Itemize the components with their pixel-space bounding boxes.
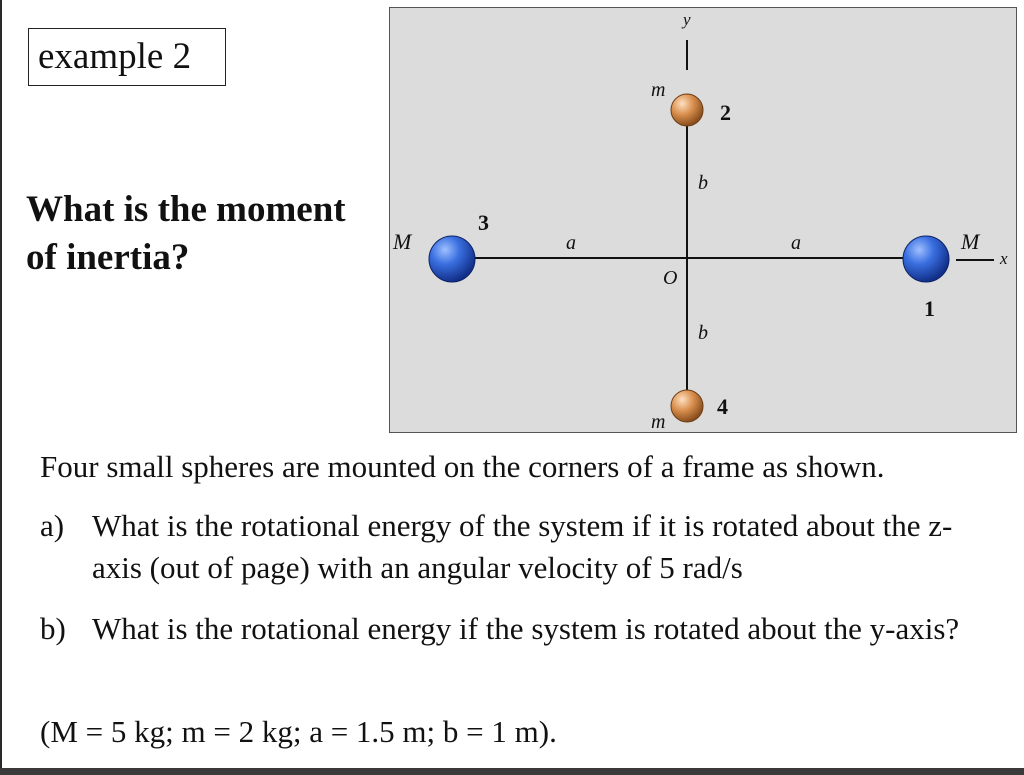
part-a-text: What is the rotational energy of the system if it is rotated about the z-axis (out of page) with an angular velocity of 5 rad/s <box>92 508 953 585</box>
dist-a-left: a <box>566 232 576 254</box>
y-axis-label: y <box>683 10 691 29</box>
dist-b-bottom: b <box>698 322 708 344</box>
page-left-border <box>0 0 2 768</box>
sphere-2 <box>671 94 703 126</box>
sphere-2-number: 2 <box>720 100 731 125</box>
origin-label: O <box>663 267 678 289</box>
sphere-4-number: 4 <box>717 394 728 419</box>
problem-intro: Four small spheres are mounted on the corners of a frame as shown. <box>40 449 885 484</box>
dist-a-right: a <box>791 232 801 254</box>
sphere-2-mass: m <box>651 79 666 101</box>
sphere-3-number: 3 <box>478 210 489 235</box>
sphere-3 <box>429 236 475 282</box>
sphere-4 <box>671 390 703 422</box>
x-axis-label: x <box>1000 249 1008 268</box>
part-b-text: What is the rotational energy if the system is rotated about the y-axis? <box>92 611 960 646</box>
bottom-bar <box>0 768 1024 775</box>
sphere-3-mass: M <box>393 229 412 254</box>
part-a-marker: a) <box>40 508 65 543</box>
given-values: (M = 5 kg; m = 2 kg; a = 1.5 m; b = 1 m). <box>40 714 557 749</box>
sphere-1-mass: M <box>961 229 980 254</box>
sphere-1-number: 1 <box>924 296 935 321</box>
question-heading: What is the moment of inertia? <box>26 189 346 278</box>
sphere-1 <box>903 236 949 282</box>
part-b-marker: b) <box>40 611 66 646</box>
dist-b-top: b <box>698 172 708 194</box>
sphere-4-mass: m <box>651 411 666 433</box>
example-title: example 2 <box>28 28 226 86</box>
sphere-frame-diagram <box>389 7 1017 433</box>
